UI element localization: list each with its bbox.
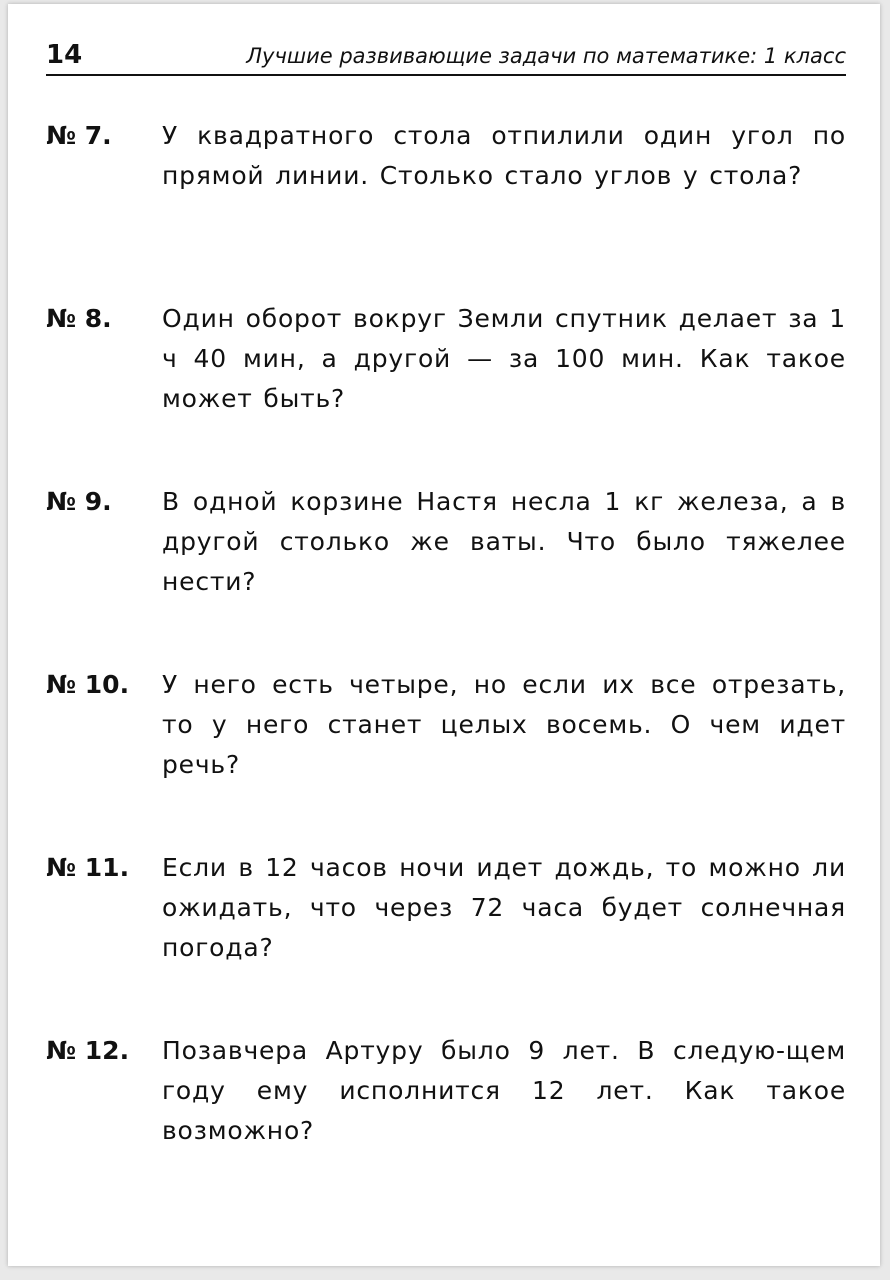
page-header (46, 40, 846, 76)
problem-9 (46, 482, 846, 665)
problem-number: № 7. (46, 121, 112, 150)
problem-text: Один оборот вокруг Земли спутник делает за 1 ч 40 мин, а другой — за 100 мин. Как такое может быть? (162, 304, 846, 413)
problem-number: № 9. (46, 487, 112, 516)
problem-8 (46, 299, 846, 482)
running-title: Лучшие развивающие задачи по математике: 1 класс (246, 44, 846, 68)
problem-7 (46, 116, 846, 299)
book-page (8, 4, 880, 1266)
problem-11 (46, 848, 846, 1031)
problem-list (46, 116, 846, 1214)
page-number: 14 (46, 40, 83, 70)
problem-text: Позавчера Артуру было 9 лет. В следую-щем году ему исполнится 12 лет. Как такое возможно? (162, 1036, 846, 1145)
problem-10 (46, 665, 846, 848)
problem-number: № 8. (46, 304, 112, 333)
problem-text: Если в 12 часов ночи идет дождь, то можно ли ожидать, что через 72 часа будет солнечная погода? (162, 853, 846, 962)
problem-text: У него есть четыре, но если их все отрезать, то у него станет целых восемь. О чем идет речь? (162, 670, 846, 779)
problem-number: № 11. (46, 853, 130, 882)
problem-number: № 10. (46, 670, 130, 699)
problem-number: № 12. (46, 1036, 130, 1065)
problem-text: У квадратного стола отпилили один угол по прямой линии. Столько стало углов у стола? (162, 121, 846, 190)
problem-text: В одной корзине Настя несла 1 кг железа, а в другой столько же ваты. Что было тяжелее нести? (162, 487, 846, 596)
problem-12 (46, 1031, 846, 1214)
